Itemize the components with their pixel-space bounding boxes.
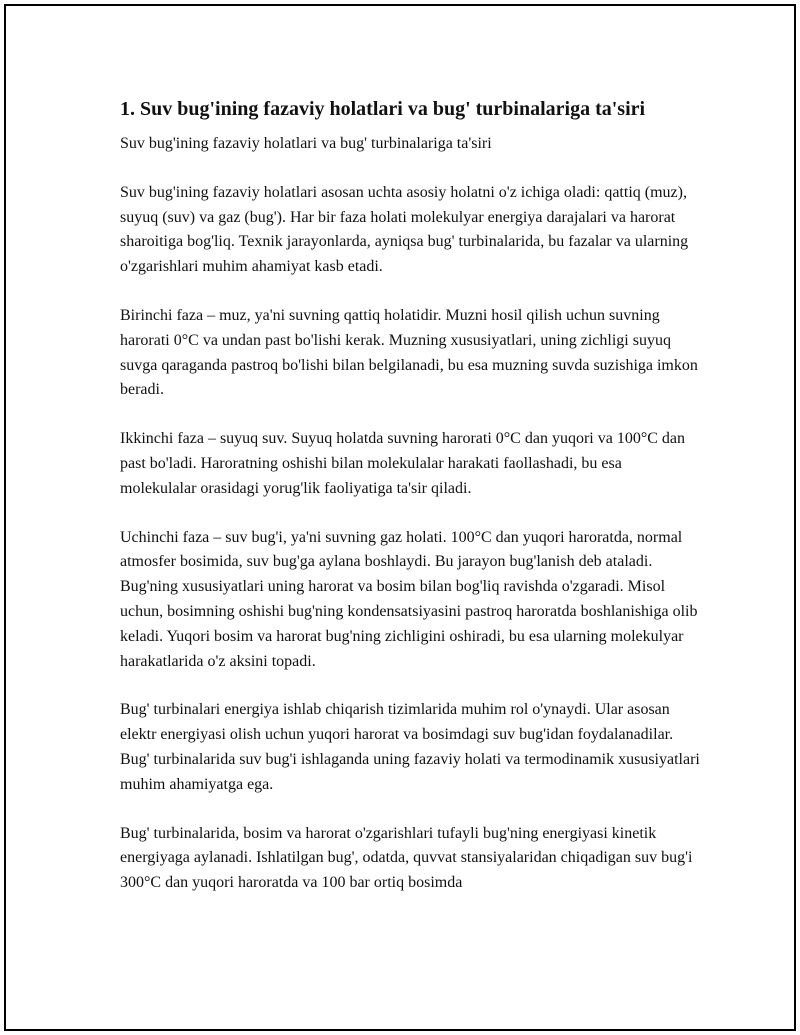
- document-title: 1. Suv bug'ining fazaviy holatlari va bug' turbinalariga ta'siri: [120, 98, 646, 120]
- document-subtitle: Suv bug'ining fazaviy holatlari va bug' turbinalariga ta'siri: [120, 135, 492, 152]
- paragraph-liquid-phase: Ikkinchi faza – suyuq suv. Suyuq holatda suvning harorati 0°C dan yuqori va 100°C dan past bo'ladi. Haroratning oshishi bilan molekulalar harakati faollashadi, bu esa molekulalar orasidagi yorug'lik faoliyatiga ta'sir qiladi.: [120, 430, 685, 497]
- paragraph-intro: Suv bug'ining fazaviy holatlari asosan uchta asosiy holatni o'z ichiga oladi: qattiq (muz), suyuq (suv) va gaz (bug'). Har bir faza holati molekulyar energiya darajalari va harorat sharoitiga bog'liq. Texnik jarayonlarda, ayniqsa bug' turbinalarida, bu fazalar va ularning o'zgarishlari muhim ahamiyat kasb etadi.: [120, 183, 689, 276]
- paragraph-vapor-phase: Uchinchi faza – suv bug'i, ya'ni suvning gaz holati. 100°C dan yuqori haroratda, normal atmosfer bosimida, suv bug'ga aylana boshlaydi. Bu jarayon bug'lanish deb ataladi. Bug'ning xususiyatlari uning harorat va bosim bilan bog'liq ravishda o'zgaradi. Misol uchun, bosimning oshishi bug'ning kondensatsiyasini pastroq haroratda boshlanishiga olib keladi. Yuqori bosim va harorat bug'ning zichligini oshiradi, bu esa ularning molekulyar harakatlarida o'z aksini topadi.: [120, 528, 698, 670]
- paragraph-steam-turbines: Bug' turbinalari energiya ishlab chiqarish tizimlarida muhim rol o'ynaydi. Ular asosan elektr energiyasi olish uchun yuqori harorat va bosimdagi suv bug'idan foydalanadilar. Bug' turbinalarida suv bug'i ishlaganda uning fazaviy holati va termodinamik xususiyatlari muhim ahamiyatga ega.: [120, 701, 700, 793]
- paragraph-ice-phase: Birinchi faza – muz, ya'ni suvning qattiq holatidir. Muzni hosil qilish uchun suvning harorati 0°C va undan past bo'lishi kerak. Muzning xususiyatlari, uning zichligi suyuq suvga qaraganda pastroq bo'lishi bilan belgilanadi, bu esa muzning suvda suzishiga imkon beradi.: [120, 306, 698, 399]
- page-frame: [4, 4, 796, 1031]
- document-body: [120, 96, 700, 920]
- paragraph-energy-conversion: Bug' turbinalarida, bosim va harorat o'zgarishlari tufayli bug'ning energiyasi kinetik energiyaga aylanadi. Ishlatilgan bug', odatda, quvvat stansiyalaridan chiqadigan suv bug'i 300°C dan yuqori haroratda va 100 bar ortiq bosimda: [120, 824, 693, 892]
